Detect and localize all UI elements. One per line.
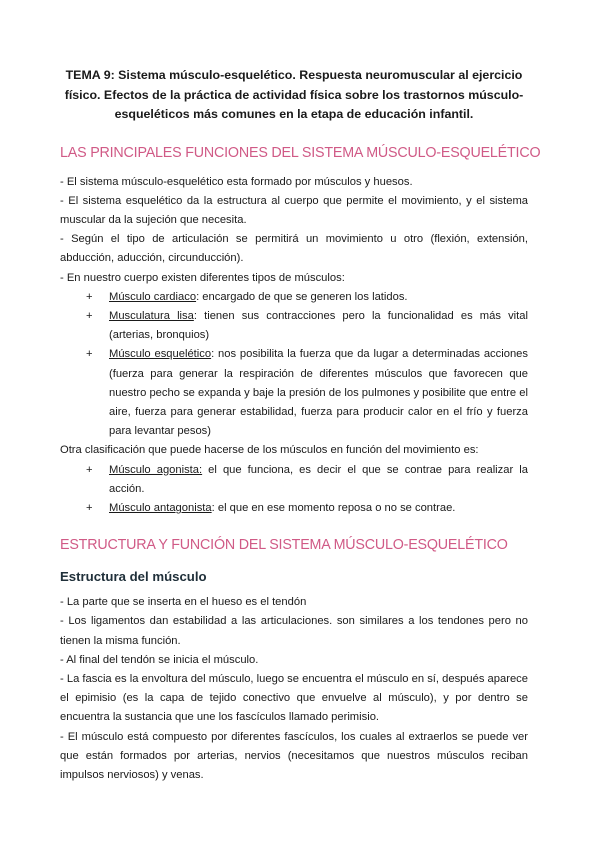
- sub-heading: Estructura del músculo: [60, 569, 207, 585]
- definition: : tienen sus contracciones pero la funcionalidad es más vital (arterias, bronquios): [109, 309, 528, 342]
- list-item: [86, 499, 528, 518]
- paragraph: - El sistema esquelético da la estructura al cuerpo que permite el movimiento, y el sistema muscular da la sujeción que necesita.: [60, 194, 528, 226]
- plus-bullet-icon: +: [86, 290, 93, 303]
- term: Músculo cardiaco: [109, 290, 197, 303]
- term: Musculatura lisa: [109, 309, 194, 322]
- plus-bullet-icon: +: [86, 463, 93, 476]
- definition: el que funciona, es decir el que se contrae para realizar la acción.: [109, 463, 528, 495]
- term: Músculo agonista:: [109, 463, 203, 476]
- plus-bullet-icon: +: [86, 501, 93, 514]
- plus-bullet-icon: +: [86, 348, 93, 361]
- muscle-types-list: [60, 288, 528, 442]
- definition: : el que en ese momento reposa o no se contrae.: [211, 501, 456, 514]
- list-item: [86, 345, 528, 441]
- section-heading-functions: LAS PRINCIPALES FUNCIONES DEL SISTEMA MÚSCULO-ESQUELÉTICO: [60, 144, 541, 161]
- term: Músculo esquelético: [109, 348, 212, 361]
- list-item: [86, 307, 528, 345]
- plus-bullet-icon: +: [86, 309, 93, 322]
- section-heading-structure: ESTRUCTURA Y FUNCIÓN DEL SISTEMA MÚSCULO-ESQUELÉTICO: [60, 537, 508, 554]
- document-title: TEMA 9: Sistema músculo-esquelético. Respuesta neuromuscular al ejercicio físico. Efectos de la práctica de actividad física sobre los trastornos músculo-esqueléticos más comunes en la etapa de educación infantil.: [64, 68, 524, 121]
- definition: : encargado de que se generen los latidos.: [196, 290, 408, 303]
- list-item: [86, 461, 528, 499]
- paragraph: - La fascia es la envoltura del músculo, luego se encuentra el músculo en sí, después aparece el epimisio (es la capa de tejido conectivo que envuelve al músculo), y por dentro se encuentra la sustancia que une los fascículos llamado perimisio.: [60, 672, 528, 724]
- paragraph: - La parte que se inserta en el hueso es el tendón: [60, 596, 307, 609]
- paragraph: - Según el tipo de articulación se permitirá un movimiento u otro (flexión, extensión, abducción, aducción, circunducción).: [60, 233, 528, 265]
- movement-types-list: [60, 461, 528, 519]
- paragraph: - En nuestro cuerpo existen diferentes tipos de músculos:: [60, 271, 345, 284]
- paragraph: - El sistema músculo-esquelético esta formado por músculos y huesos.: [60, 175, 413, 188]
- paragraph: Otra clasificación que puede hacerse de los músculos en función del movimiento es:: [60, 444, 479, 457]
- document-page: [60, 66, 541, 785]
- definition: : nos posibilita la fuerza que da lugar a determinadas acciones (fuerza para generar la respiración de diferentes músculos que favorecen que nuestro pecho se expanda y baje la presión de los pulmones y posibilite que entre el aire, fuerza para generar estabilidad, fuerza para producir calor en el frío y fuerza para levantar pesos): [109, 348, 528, 438]
- list-item: [86, 288, 528, 307]
- term: Músculo antagonista: [109, 501, 212, 514]
- paragraph: - Al final del tendón se inicia el músculo.: [60, 653, 259, 666]
- paragraph: - El músculo está compuesto por diferentes fascículos, los cuales al extraerlos se puede ver que están formados por arterias, nervios (necesitamos que nuestros músculos reciban impulsos nerviosos) y venas.: [60, 730, 528, 781]
- paragraph: - Los ligamentos dan estabilidad a las articulaciones. son similares a los tendones pero no tienen la misma función.: [60, 615, 528, 647]
